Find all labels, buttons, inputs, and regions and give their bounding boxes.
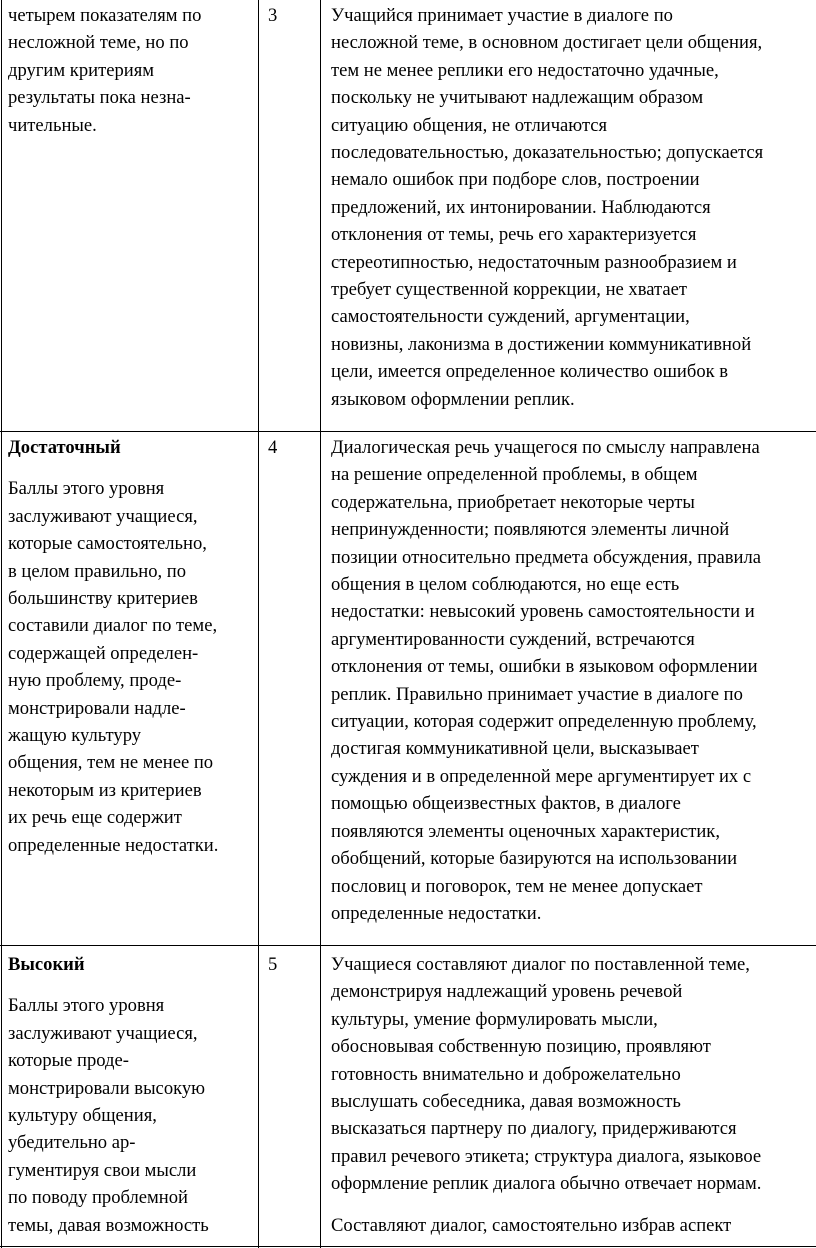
level-text-line: убедительно ар- <box>8 1132 136 1154</box>
level-text-line: которые самостоятельно, <box>8 533 207 555</box>
description-line: ситуацию общения, не отличаются <box>331 114 608 136</box>
description-line: на решение определенной проблемы, в общем <box>331 464 698 486</box>
description-cell <box>331 951 816 1239</box>
description-line: непринужденности; появляются элементы личной <box>331 519 730 541</box>
description-line: оформление реплик диалога обычно отвечает нормам. <box>331 1173 762 1195</box>
description-line: достигая коммуникативной цели, высказывает <box>331 738 699 760</box>
description-line: несложной теме, в основном достигает цели общения, <box>331 32 763 54</box>
level-text-line: несложной теме, но по <box>8 32 189 54</box>
score-cell <box>268 434 277 461</box>
level-text-line: составили диалог по теме, <box>8 615 218 637</box>
level-text-line: содержащей определен- <box>8 642 199 664</box>
description-line: появляются элементы оценочных характеристик, <box>331 820 720 842</box>
level-text-line: некоторым из критериев <box>8 779 202 801</box>
level-text-line: монстрировали высокую <box>8 1077 206 1099</box>
level-cell <box>8 951 256 1239</box>
description-cell <box>331 434 816 927</box>
description-line: недостатки: невысокий уровень самостоятельности и <box>331 601 755 623</box>
level-title: Высокий <box>8 954 85 975</box>
row-divider-2 <box>0 945 816 946</box>
description-line: Диалогическая речь учащегося по смыслу направлена <box>331 437 760 458</box>
description-line: Учащиеся составляют диалог по поставленной теме, <box>331 954 750 975</box>
level-text-line: по поводу проблемной <box>8 1187 188 1209</box>
table-border-bottom <box>0 1246 816 1247</box>
level-text-line: чительные. <box>8 114 97 136</box>
description-line: позиции относительно предмета обсуждения, правила <box>331 546 762 568</box>
level-text-line: жащую культуру <box>8 725 142 747</box>
level-text-line: Баллы этого уровня <box>8 478 165 500</box>
description-line: обобщений, которые базируются на использовании <box>331 848 738 870</box>
level-text-line: заслуживают учащиеся, <box>8 505 198 527</box>
level-cell <box>8 434 256 859</box>
score-cell <box>268 951 277 978</box>
level-text-line: определенные недостатки. <box>8 834 219 856</box>
score-value: 4 <box>268 437 278 458</box>
score-value: 5 <box>268 954 278 975</box>
description-line: отклонения от темы, ошибки в языковом оформлении <box>331 656 758 678</box>
description-line: Учащийся принимает участие в диалоге по <box>331 5 673 26</box>
description-line: пословиц и поговорок, тем не менее допускает <box>331 875 703 897</box>
description-line: высказаться партнеру по диалогу, придерживаются <box>331 1118 737 1140</box>
description-line: помощью общеизвестных фактов, в диалоге <box>331 793 681 815</box>
description-line: ситуации, которая содержит определенную проблему, <box>331 711 757 733</box>
level-text-line: четырем показателям по <box>8 5 202 26</box>
level-text-line: результаты пока незна- <box>8 87 191 109</box>
level-text-line: гументируя свои мысли <box>8 1159 197 1181</box>
level-text-line: темы, давая возможность <box>8 1214 209 1236</box>
row-divider-1 <box>0 431 816 432</box>
level-text-line: другим критериям <box>8 59 155 81</box>
description-line: реплик. Правильно принимает участие в диалоге по <box>331 683 743 705</box>
description-line: культуры, умение формулировать мысли, <box>331 1008 658 1030</box>
description-cell <box>331 2 816 413</box>
level-text-line: Баллы этого уровня <box>8 995 165 1017</box>
score-cell <box>268 2 277 29</box>
description-line: демонстрируя надлежащий уровень речевой <box>331 981 683 1003</box>
level-text-line: большинству критериев <box>8 588 198 610</box>
description-line: Составляют диалог, самостоятельно избрав аспект <box>331 1214 732 1236</box>
description-line: самостоятельности суждений, аргументации, <box>331 306 690 328</box>
level-text-line: культуру общения, <box>8 1105 157 1127</box>
description-line: поскольку не учитывают надлежащим образом <box>331 87 704 109</box>
level-text-line: в целом правильно, по <box>8 560 187 582</box>
level-text-line: ную проблему, проде- <box>8 670 182 692</box>
description-line: тем не менее реплики его недостаточно удачные, <box>331 59 719 81</box>
column-divider-2 <box>320 0 321 1248</box>
description-line: последовательностью, доказательностью; допускается <box>331 142 764 164</box>
level-text-line: заслуживают учащиеся, <box>8 1022 198 1044</box>
description-line: общения в целом соблюдаются, но еще есть <box>331 574 680 596</box>
level-text-line: общения, тем не менее по <box>8 752 214 774</box>
level-title: Достаточный <box>8 437 121 458</box>
description-line: аргументированности суждений, встречаются <box>331 628 695 650</box>
description-line: предложений, их интонировании. Наблюдаются <box>331 196 711 218</box>
description-line: стереотипностью, недостаточным разнообразием и <box>331 251 737 273</box>
description-line: определенные недостатки. <box>331 902 542 924</box>
description-line: выслушать собеседника, давая возможность <box>331 1091 681 1113</box>
description-line: требует существенной коррекции, не хватает <box>331 279 688 301</box>
description-line: языковом оформлении реплик. <box>331 388 575 410</box>
description-line: цели, имеется определенное количество ошибок в <box>331 361 729 383</box>
description-line: новизны, лаконизма в достижении коммуникативной <box>331 333 752 355</box>
level-text-line: которые проде- <box>8 1050 129 1072</box>
level-text-line: их речь еще содержит <box>8 807 182 829</box>
description-line: немало ошибок при подборе слов, построении <box>331 169 700 191</box>
score-value: 3 <box>268 5 278 26</box>
description-line: обосновывая собственную позицию, проявляют <box>331 1036 711 1058</box>
description-line: правил речевого этикета; структура диалога, языковое <box>331 1145 762 1167</box>
description-line: отклонения от темы, речь его характеризуется <box>331 224 697 246</box>
description-line: суждения и в определенной мере аргументирует их с <box>331 765 752 787</box>
column-divider-1 <box>258 0 259 1248</box>
table-border-left <box>1 0 2 1248</box>
description-line: содержательна, приобретает некоторые черты <box>331 491 695 513</box>
level-text-line: монстрировали надле- <box>8 697 186 719</box>
level-cell <box>8 2 256 139</box>
description-line: готовность внимательно и доброжелательно <box>331 1063 681 1085</box>
